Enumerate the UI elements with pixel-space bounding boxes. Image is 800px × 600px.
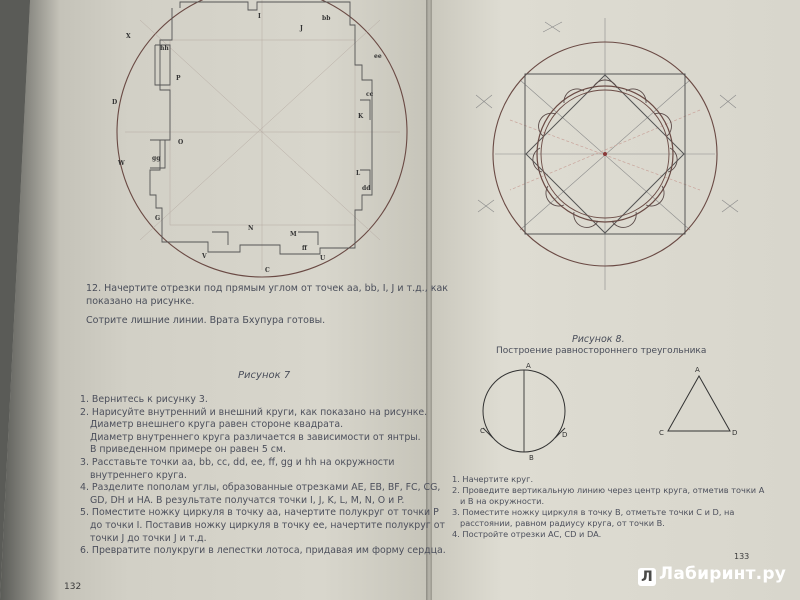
step-line: внутреннего круга. (90, 469, 187, 481)
closing-line: Сотрите лишние линии. Врата Бхупура готовы. (86, 315, 326, 326)
step-line: GD, DH и HA. В результате получатся точки I, J, K, L, M, N, O и P. (90, 494, 405, 506)
point-label: I (258, 13, 261, 20)
circle-label-d: D (562, 431, 568, 439)
right-steps-list (452, 474, 764, 540)
figure8-title: Рисунок 8. (572, 334, 625, 345)
point-label: cc (366, 91, 374, 98)
point-label: X (126, 33, 131, 40)
point-label: V (202, 253, 207, 260)
labirint-watermark (638, 564, 786, 586)
step-line: 5. Поместите ножку циркуля в точку aa, начертите полукруг от точки P (80, 507, 439, 519)
triangle-label-d: D (732, 429, 738, 437)
point-label: G (155, 215, 161, 222)
labirint-logo-icon: Л (638, 568, 656, 586)
labirint-brand: Лабиринт.ру (659, 564, 786, 584)
point-label: C (265, 267, 270, 274)
circle-label-a: A (526, 362, 531, 370)
point-label: dd (362, 185, 371, 192)
point-label: M (290, 231, 297, 238)
figure7-title: Рисунок 7 (238, 370, 291, 381)
triangle-label-c: C (659, 429, 664, 437)
figure8-subtitle: Построение равностороннего треугольника (496, 346, 707, 356)
point-label: J (300, 25, 303, 32)
step12-line1: 12. Начертите отрезки под прямым углом от точек aa, bb, I, J и т.д., как (86, 283, 449, 294)
equilateral-triangle (668, 376, 730, 431)
point-label: gg (152, 155, 161, 162)
step-line: 4. Разделите пополам углы, образованные отрезками AE, EB, BF, FC, CG, (80, 482, 441, 494)
left-page-number: 132 (64, 582, 82, 592)
step-line: 4. Постройте отрезки AC, CD и DA. (452, 529, 602, 539)
point-label: ff (302, 245, 307, 252)
point-label: L (356, 170, 361, 177)
step-line: Диаметр внешнего круга равен стороне квадрата. (90, 419, 344, 431)
step-line: 2. Проведите вертикальную линию через центр круга, отметив точки A (452, 485, 765, 495)
step-line: 3. Поместите ножку циркуля в точку B, отметьте точки C и D, на (452, 507, 735, 517)
circle-label-c: C (480, 427, 485, 435)
point-label: K (358, 113, 364, 120)
point-label: U (320, 255, 326, 262)
step-line: и B на окружности. (460, 496, 545, 506)
point-label: W (118, 160, 125, 167)
step-line: 6. Превратите полукруги в лепестки лотоса, придавая им форму сердца. (80, 545, 446, 557)
triangle-label-a: A (695, 366, 700, 374)
circle-label-b: B (529, 454, 534, 462)
right-page-number: 133 (734, 552, 750, 561)
step-line: 3. Расставьте точки aa, bb, cc, dd, ee, ff, gg и hh на окружности (80, 456, 395, 468)
step-line: 2. Нарисуйте внутренний и внешний круги, как показано на рисунке. (80, 406, 428, 418)
step-line: Диаметр внутреннего круга различается в зависимости от янтры. (90, 431, 421, 443)
step-line: расстоянии, равном радиусу круга, от точки B. (460, 518, 665, 528)
point-label: P (176, 75, 181, 82)
point-label: hh (160, 45, 169, 52)
center-point (603, 152, 607, 156)
point-label: N (248, 225, 254, 232)
point-label: O (178, 139, 184, 146)
step-line: 1. Вернитесь к рисунку 3. (80, 394, 208, 405)
step-line: точки J до точки J и т.д. (90, 532, 207, 544)
point-label: ee (374, 53, 382, 60)
step12-line2: показано на рисунке. (86, 296, 195, 307)
left-steps-list (80, 394, 446, 558)
point-label: D (112, 99, 118, 106)
step-line: до точки I. Поставив ножку циркуля в точку ee, начертите полукруг от (90, 519, 445, 531)
step-line: В приведенном примере он равен 5 см. (90, 444, 286, 456)
point-label: bb (322, 15, 331, 22)
step-line: 1. Начертите круг. (452, 474, 534, 484)
